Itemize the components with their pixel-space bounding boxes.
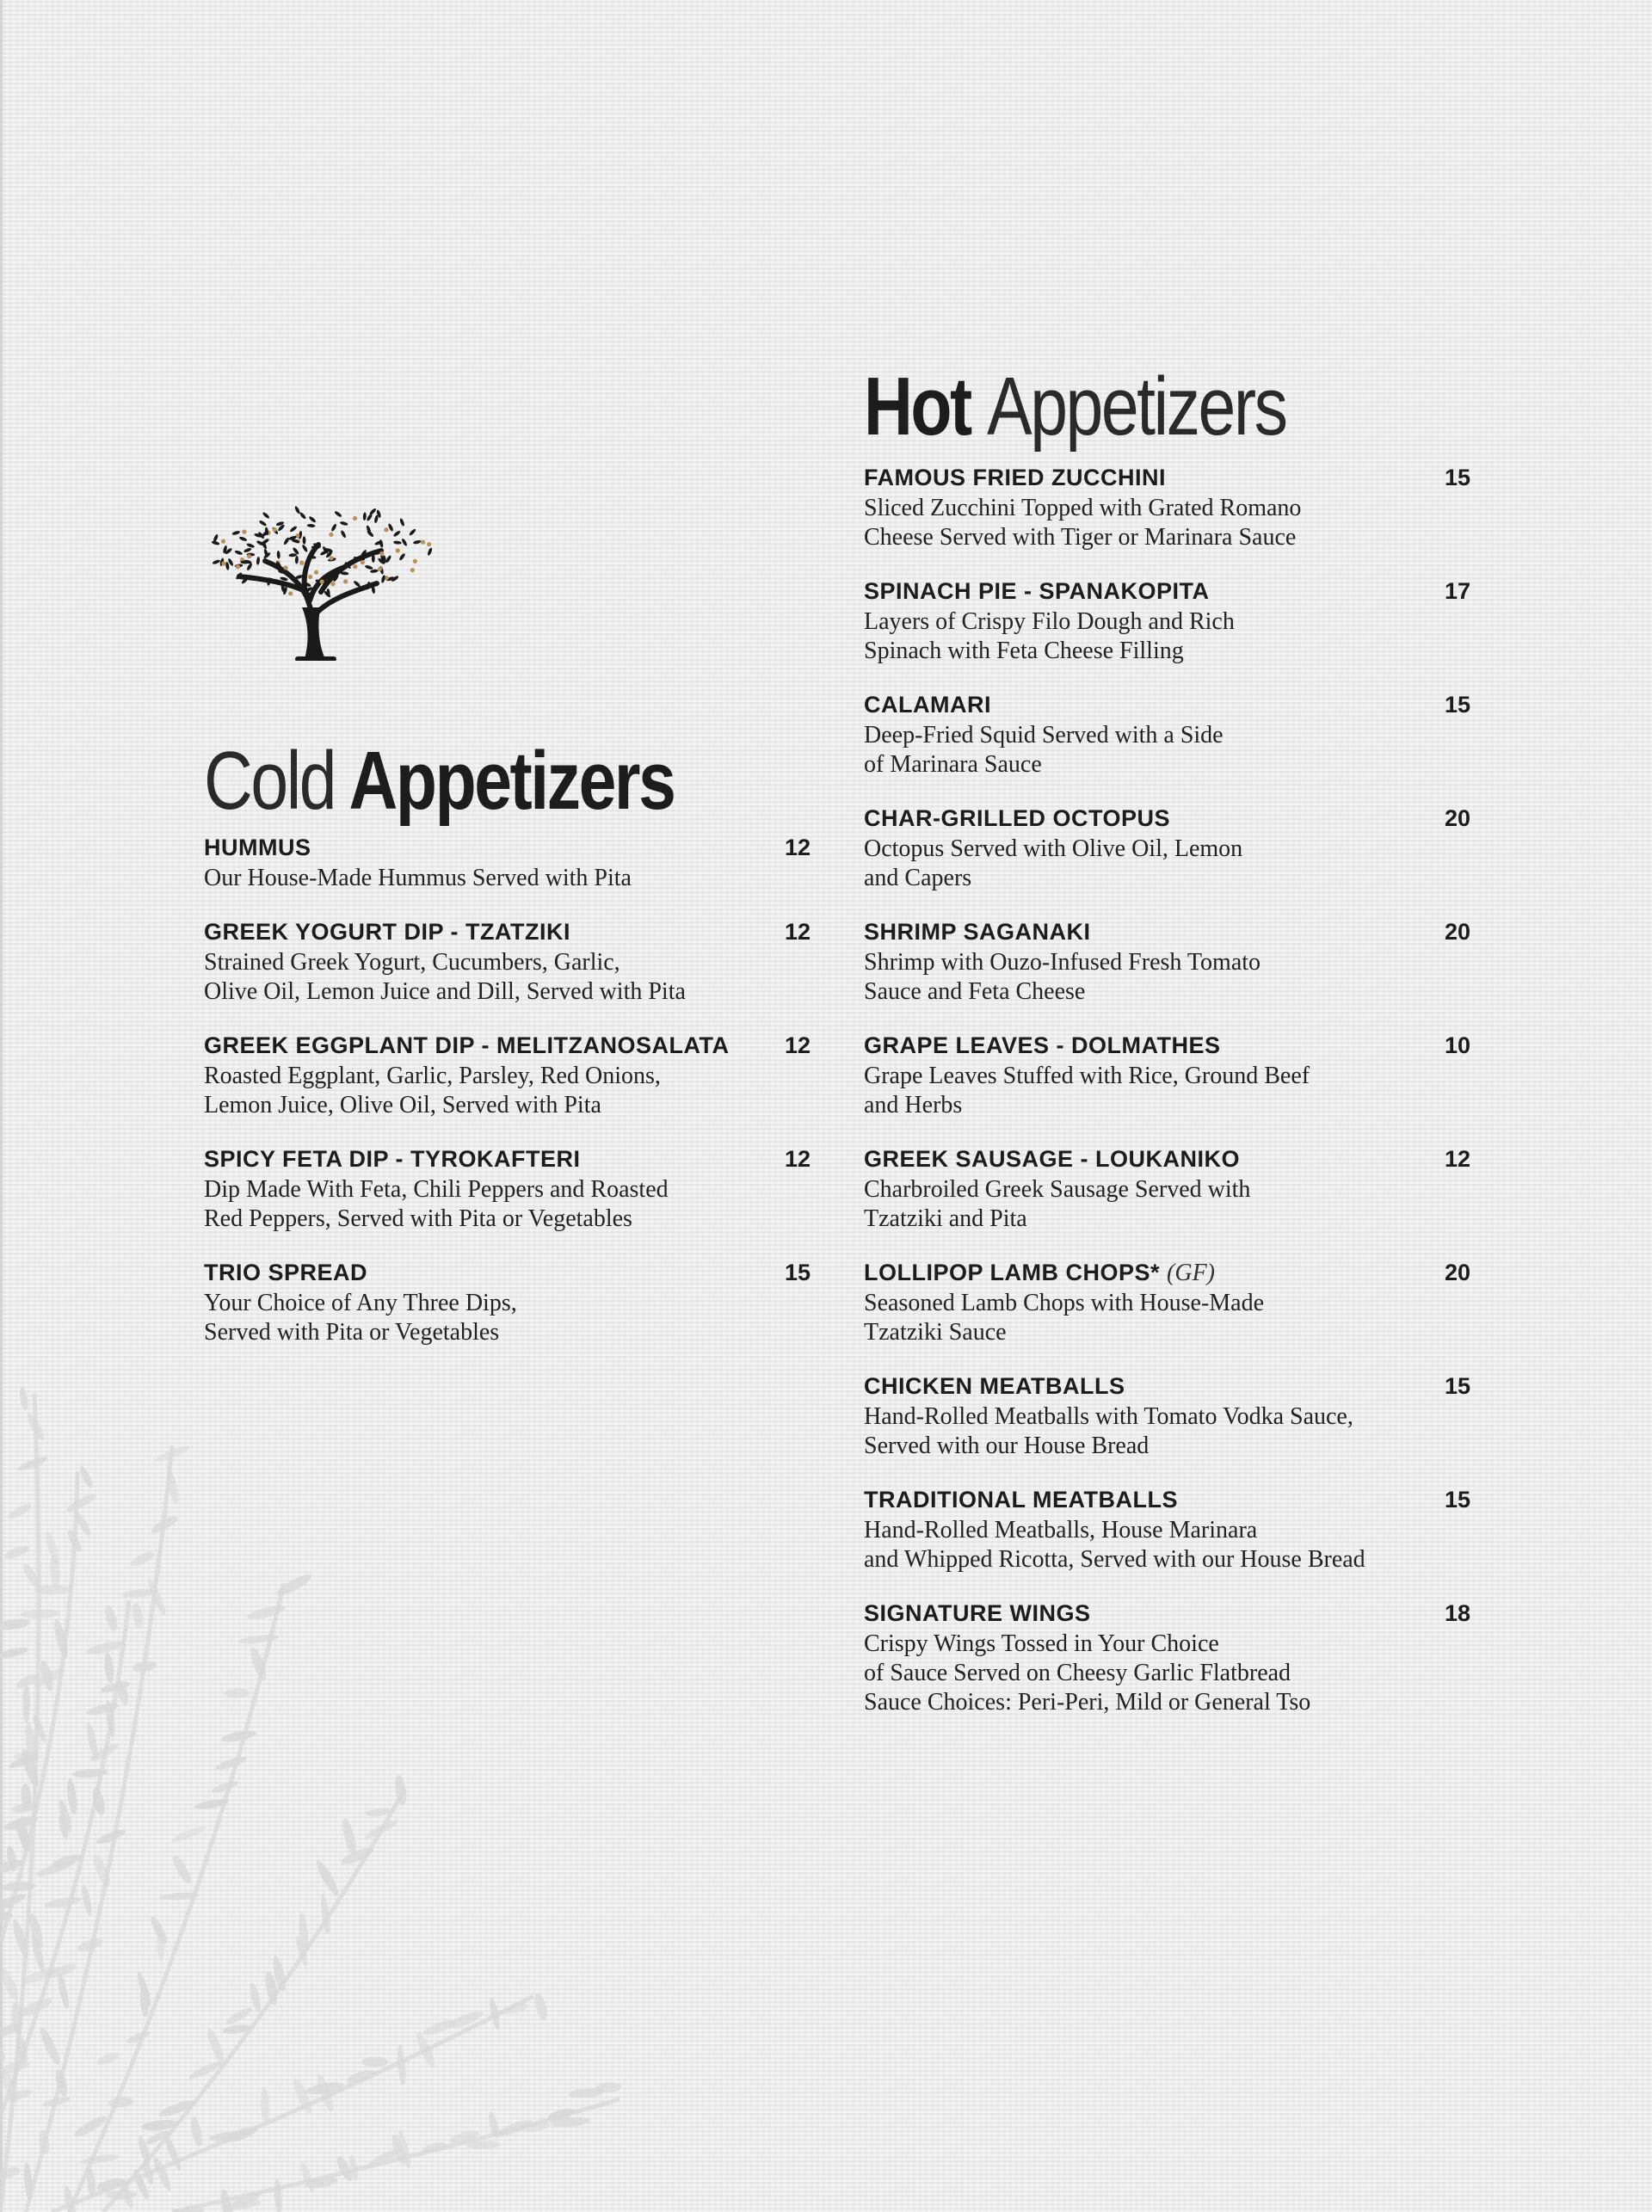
menu-item-description-line: Deep-Fried Squid Served with a Side	[864, 722, 1224, 749]
menu-item-price: 12	[1444, 1146, 1470, 1172]
menu-item-header	[864, 578, 1470, 607]
menu-item-name: LOLLIPOP LAMB CHOPS* (GF)	[864, 1260, 1216, 1286]
menu-item	[204, 919, 811, 1007]
menu-item-description-line: Our House-Made Hummus Served with Pita	[204, 865, 632, 891]
menu-item-description-line: Strained Greek Yogurt, Cucumbers, Garlic,	[204, 949, 620, 976]
menu-item-name: CHAR-GRILLED OCTOPUS	[864, 805, 1171, 831]
menu-item-price: 15	[1444, 1373, 1470, 1399]
menu-item-header	[864, 1373, 1470, 1402]
menu-item	[864, 1600, 1470, 1717]
menu-item-description-line: Tzatziki Sauce	[864, 1319, 1007, 1346]
menu-item-price: 15	[1444, 1487, 1470, 1513]
menu-item-price: 17	[1444, 578, 1470, 604]
menu-item-description-line: Charbroiled Greek Sausage Served with	[864, 1176, 1251, 1203]
menu-item-price: 10	[1444, 1032, 1470, 1058]
menu-item	[864, 805, 1470, 893]
menu-item-description-line: Sauce and Feta Cheese	[864, 978, 1086, 1005]
menu-item-description-line: Served with Pita or Vegetables	[204, 1319, 500, 1346]
menu-item-name: SPICY FETA DIP - TYROKAFTERI	[204, 1146, 581, 1172]
menu-item-description-line: Tzatziki and Pita	[864, 1205, 1027, 1232]
dietary-tag: (GF)	[1167, 1260, 1216, 1286]
menu-item-name: CHICKEN MEATBALLS	[864, 1373, 1125, 1399]
menu-item	[204, 1260, 811, 1347]
menu-item-header	[864, 1600, 1470, 1630]
menu-item-header	[204, 1260, 811, 1289]
menu-item-description-line: Layers of Crispy Filo Dough and Rich	[864, 608, 1235, 635]
cold-appetizers-section	[204, 735, 811, 1373]
menu-item-price: 12	[784, 1032, 811, 1058]
menu-item-name: HUMMUS	[204, 835, 311, 860]
menu-item-header	[864, 1487, 1470, 1516]
menu-item	[864, 919, 1470, 1007]
menu-item-price: 20	[1444, 1260, 1470, 1285]
menu-item-description-line: Hand-Rolled Meatballs, House Marinara	[864, 1517, 1258, 1543]
hot-appetizers-list	[864, 465, 1470, 1717]
menu-item-description-line: Roasted Eggplant, Garlic, Parsley, Red Onions,	[204, 1063, 661, 1089]
hot-appetizers-heading: Hot Appetizers	[864, 360, 1286, 453]
menu-item-name: FAMOUS FRIED ZUCCHINI	[864, 465, 1166, 490]
menu-item-description-line: Sauce Choices: Peri-Peri, Mild or General Tso	[864, 1689, 1311, 1716]
menu-item-name: CALAMARI	[864, 692, 991, 718]
menu-item-header	[864, 919, 1470, 948]
menu-item	[864, 1260, 1470, 1347]
menu-item-header	[204, 919, 811, 948]
menu-item-description-line: and Herbs	[864, 1092, 963, 1118]
menu-item-description-line: Hand-Rolled Meatballs with Tomato Vodka Sauce,	[864, 1403, 1353, 1430]
menu-item-header	[204, 1146, 811, 1175]
menu-item	[864, 1373, 1470, 1461]
menu-item-header	[204, 835, 811, 864]
menu-item-description-line: Seasoned Lamb Chops with House-Made	[864, 1290, 1265, 1316]
leafy-branch-icon	[0, 1342, 654, 2212]
olive-tree-icon	[205, 497, 437, 661]
menu-item-name: TRADITIONAL MEATBALLS	[864, 1487, 1178, 1513]
menu-item-description-line: Crispy Wings Tossed in Your Choice	[864, 1630, 1219, 1657]
menu-item-name: SIGNATURE WINGS	[864, 1600, 1091, 1626]
menu-item	[204, 835, 811, 893]
menu-item-header	[864, 692, 1470, 721]
menu-item-price: 15	[1444, 692, 1470, 718]
menu-item-header	[864, 1146, 1470, 1175]
menu-item-name: TRIO SPREAD	[204, 1260, 368, 1285]
menu-item-price: 15	[784, 1260, 811, 1285]
menu-item-name: SHRIMP SAGANAKI	[864, 919, 1091, 945]
menu-item	[864, 1032, 1470, 1120]
menu-item-price: 20	[1444, 919, 1470, 945]
menu-item-description-line: Red Peppers, Served with Pita or Vegetables	[204, 1205, 632, 1232]
menu-item	[864, 465, 1470, 552]
menu-item-description-line: Grape Leaves Stuffed with Rice, Ground Beef	[864, 1063, 1310, 1089]
menu-item-description-line: and Whipped Ricotta, Served with our House Bread	[864, 1546, 1365, 1573]
cold-appetizers-list	[204, 835, 811, 1347]
menu-item	[864, 1146, 1470, 1234]
menu-item-price: 12	[784, 919, 811, 945]
menu-item-description-line: and Capers	[864, 865, 972, 891]
menu-item-description-line: Your Choice of Any Three Dips,	[204, 1290, 517, 1316]
menu-item	[864, 578, 1470, 666]
menu-item-description-line: Octopus Served with Olive Oil, Lemon	[864, 835, 1243, 862]
menu-item	[204, 1032, 811, 1120]
menu-item-description-line: Lemon Juice, Olive Oil, Served with Pita	[204, 1092, 601, 1118]
menu-item-name: GREEK SAUSAGE - LOUKANIKO	[864, 1146, 1241, 1172]
menu-item-description-line: Shrimp with Ouzo-Infused Fresh Tomato	[864, 949, 1261, 976]
menu-item-name: GREEK EGGPLANT DIP - MELITZANOSALATA	[204, 1032, 730, 1058]
cold-appetizers-heading: Cold Appetizers	[204, 735, 675, 827]
hot-appetizers-section	[864, 360, 1470, 1743]
menu-item-description-line: Sliced Zucchini Topped with Grated Romano	[864, 495, 1302, 521]
menu-item-price: 15	[1444, 465, 1470, 490]
menu-item	[204, 1146, 811, 1234]
menu-item-header	[864, 1032, 1470, 1062]
menu-item-header	[204, 1032, 811, 1062]
menu-item-price: 12	[784, 835, 811, 860]
menu-item-name: GRAPE LEAVES - DOLMATHES	[864, 1032, 1221, 1058]
menu-item	[864, 1487, 1470, 1574]
menu-item-description-line: Cheese Served with Tiger or Marinara Sauce	[864, 524, 1297, 551]
menu-item-description-line: of Sauce Served on Cheesy Garlic Flatbread	[864, 1660, 1291, 1686]
menu-item-header	[864, 1260, 1470, 1289]
menu-item-name: GREEK YOGURT DIP - TZATZIKI	[204, 919, 571, 945]
menu-item-description-line: Served with our House Bread	[864, 1433, 1150, 1459]
menu-item-description-line: Olive Oil, Lemon Juice and Dill, Served with Pita	[204, 978, 686, 1005]
menu-item-price: 20	[1444, 805, 1470, 831]
menu-item-name: SPINACH PIE - SPANAKOPITA	[864, 578, 1210, 604]
menu-item-price: 18	[1444, 1600, 1470, 1626]
menu-item-header	[864, 465, 1470, 494]
menu-item-description-line: of Marinara Sauce	[864, 751, 1042, 778]
menu-item-price: 12	[784, 1146, 811, 1172]
menu-item	[864, 692, 1470, 779]
menu-item-description-line: Dip Made With Feta, Chili Peppers and Roasted	[204, 1176, 669, 1203]
menu-item-description-line: Spinach with Feta Cheese Filling	[864, 638, 1184, 664]
menu-item-header	[864, 805, 1470, 835]
